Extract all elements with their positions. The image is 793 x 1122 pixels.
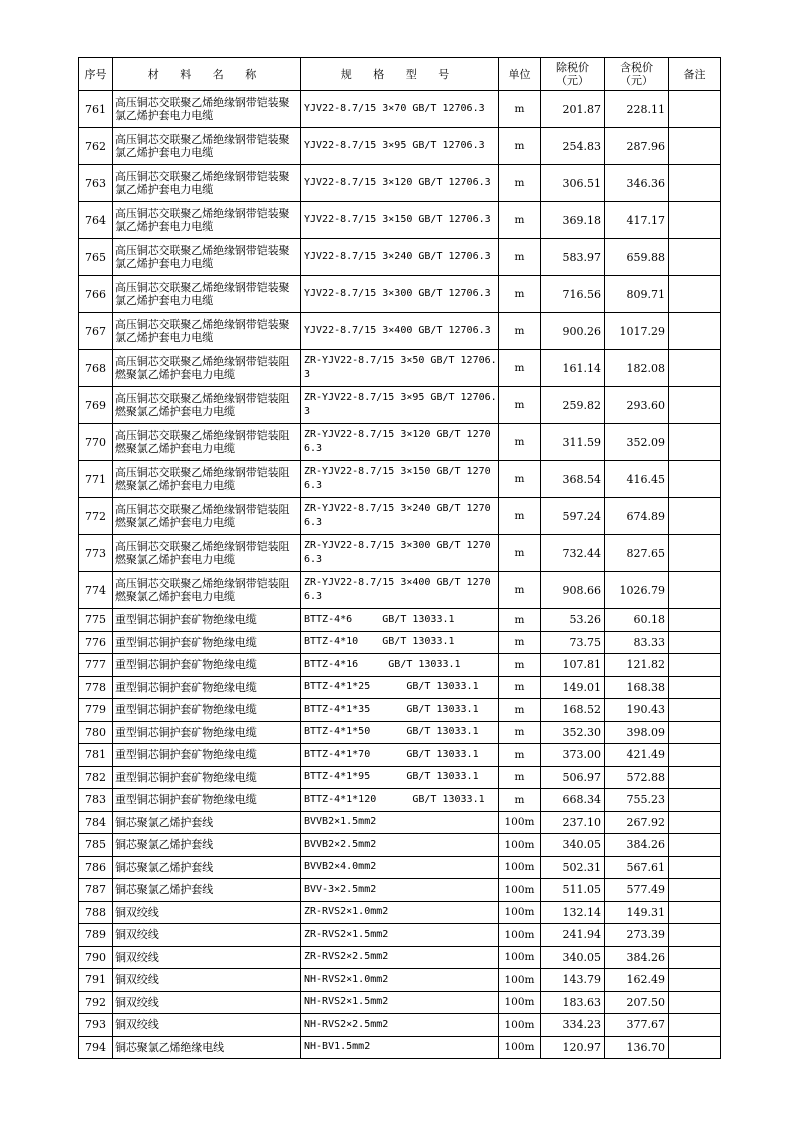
remark-cell bbox=[669, 313, 721, 350]
remark-cell bbox=[669, 924, 721, 947]
price-incl-tax-cell: 421.49 bbox=[605, 744, 669, 767]
unit-cell: m bbox=[499, 128, 541, 165]
spec-model-cell: BVV-3×2.5mm2 bbox=[301, 879, 499, 902]
price-excl-tax-cell: 241.94 bbox=[541, 924, 605, 947]
remark-cell bbox=[669, 128, 721, 165]
unit-cell: m bbox=[499, 165, 541, 202]
remark-cell bbox=[669, 721, 721, 744]
price-excl-tax-cell: 143.79 bbox=[541, 969, 605, 992]
unit-cell: m bbox=[499, 699, 541, 722]
row-index-cell: 788 bbox=[79, 901, 113, 924]
unit-cell: m bbox=[499, 744, 541, 767]
spec-model-cell: YJV22-8.7/15 3×70 GB/T 12706.3 bbox=[301, 91, 499, 128]
table-row bbox=[79, 856, 721, 879]
row-index-cell: 790 bbox=[79, 946, 113, 969]
table-row bbox=[79, 946, 721, 969]
unit-cell: 100m bbox=[499, 901, 541, 924]
material-name-cell: 高压铜芯交联聚乙烯绝缘钢带铠装阻燃聚氯乙烯护套电力电缆 bbox=[113, 498, 301, 535]
row-index-cell: 776 bbox=[79, 631, 113, 654]
table-row bbox=[79, 461, 721, 498]
remark-cell bbox=[669, 387, 721, 424]
remark-cell bbox=[669, 901, 721, 924]
header-name: 材 料 名 称 bbox=[113, 58, 301, 91]
remark-cell bbox=[669, 276, 721, 313]
row-index-cell: 768 bbox=[79, 350, 113, 387]
unit-cell: m bbox=[499, 276, 541, 313]
price-incl-tax-cell: 384.26 bbox=[605, 834, 669, 857]
table-row bbox=[79, 498, 721, 535]
table-row bbox=[79, 165, 721, 202]
unit-cell: 100m bbox=[499, 991, 541, 1014]
price-excl-tax-cell: 259.82 bbox=[541, 387, 605, 424]
price-incl-tax-cell: 273.39 bbox=[605, 924, 669, 947]
material-name-cell: 高压铜芯交联聚乙烯绝缘钢带铠装阻燃聚氯乙烯护套电力电缆 bbox=[113, 535, 301, 572]
spec-model-cell: BVVB2×1.5mm2 bbox=[301, 811, 499, 834]
price-incl-tax-cell: 377.67 bbox=[605, 1014, 669, 1037]
spec-model-cell: BTTZ-4*1*120 GB/T 13033.1 bbox=[301, 789, 499, 812]
unit-cell: m bbox=[499, 766, 541, 789]
remark-cell bbox=[669, 699, 721, 722]
remark-cell bbox=[669, 744, 721, 767]
spec-model-cell: YJV22-8.7/15 3×240 GB/T 12706.3 bbox=[301, 239, 499, 276]
price-excl-tax-cell: 583.97 bbox=[541, 239, 605, 276]
spec-model-cell: BTTZ-4*1*25 GB/T 13033.1 bbox=[301, 676, 499, 699]
price-table bbox=[78, 57, 721, 1059]
row-index-cell: 782 bbox=[79, 766, 113, 789]
remark-cell bbox=[669, 461, 721, 498]
price-excl-tax-cell: 597.24 bbox=[541, 498, 605, 535]
table-body bbox=[79, 91, 721, 1059]
remark-cell bbox=[669, 498, 721, 535]
price-incl-tax-cell: 398.09 bbox=[605, 721, 669, 744]
remark-cell bbox=[669, 969, 721, 992]
remark-cell bbox=[669, 811, 721, 834]
price-incl-tax-cell: 136.70 bbox=[605, 1036, 669, 1059]
table-row bbox=[79, 789, 721, 812]
material-name-cell: 铜芯聚氯乙烯护套线 bbox=[113, 879, 301, 902]
price-excl-tax-cell: 183.63 bbox=[541, 991, 605, 1014]
table-row bbox=[79, 387, 721, 424]
table-row bbox=[79, 1036, 721, 1059]
material-name-cell: 铜双绞线 bbox=[113, 901, 301, 924]
spec-model-cell: BTTZ-4*6 GB/T 13033.1 bbox=[301, 609, 499, 632]
price-incl-tax-cell: 352.09 bbox=[605, 424, 669, 461]
unit-cell: m bbox=[499, 239, 541, 276]
remark-cell bbox=[669, 879, 721, 902]
material-name-cell: 高压铜芯交联聚乙烯绝缘钢带铠装聚氯乙烯护套电力电缆 bbox=[113, 128, 301, 165]
row-index-cell: 784 bbox=[79, 811, 113, 834]
row-index-cell: 767 bbox=[79, 313, 113, 350]
price-excl-tax-cell: 254.83 bbox=[541, 128, 605, 165]
row-index-cell: 783 bbox=[79, 789, 113, 812]
spec-model-cell: BTTZ-4*1*95 GB/T 13033.1 bbox=[301, 766, 499, 789]
price-incl-tax-cell: 121.82 bbox=[605, 654, 669, 677]
price-excl-tax-cell: 73.75 bbox=[541, 631, 605, 654]
remark-cell bbox=[669, 631, 721, 654]
header-unit: 单位 bbox=[499, 58, 541, 91]
price-incl-tax-cell: 190.43 bbox=[605, 699, 669, 722]
price-incl-tax-cell: 417.17 bbox=[605, 202, 669, 239]
table-row bbox=[79, 901, 721, 924]
row-index-cell: 779 bbox=[79, 699, 113, 722]
table-row bbox=[79, 969, 721, 992]
unit-cell: m bbox=[499, 654, 541, 677]
material-name-cell: 高压铜芯交联聚乙烯绝缘钢带铠装阻燃聚氯乙烯护套电力电缆 bbox=[113, 350, 301, 387]
table-row bbox=[79, 276, 721, 313]
price-incl-tax-cell: 60.18 bbox=[605, 609, 669, 632]
table-row bbox=[79, 350, 721, 387]
material-name-cell: 高压铜芯交联聚乙烯绝缘钢带铠装聚氯乙烯护套电力电缆 bbox=[113, 165, 301, 202]
remark-cell bbox=[669, 676, 721, 699]
table-row bbox=[79, 609, 721, 632]
row-index-cell: 780 bbox=[79, 721, 113, 744]
material-name-cell: 铜双绞线 bbox=[113, 1014, 301, 1037]
unit-cell: 100m bbox=[499, 1014, 541, 1037]
price-excl-tax-cell: 161.14 bbox=[541, 350, 605, 387]
price-incl-tax-cell: 346.36 bbox=[605, 165, 669, 202]
row-index-cell: 770 bbox=[79, 424, 113, 461]
spec-model-cell: BVVB2×2.5mm2 bbox=[301, 834, 499, 857]
price-excl-tax-cell: 668.34 bbox=[541, 789, 605, 812]
price-excl-tax-cell: 502.31 bbox=[541, 856, 605, 879]
price-incl-tax-cell: 572.88 bbox=[605, 766, 669, 789]
price-excl-tax-cell: 201.87 bbox=[541, 91, 605, 128]
unit-cell: 100m bbox=[499, 834, 541, 857]
unit-cell: m bbox=[499, 535, 541, 572]
price-incl-tax-cell: 83.33 bbox=[605, 631, 669, 654]
spec-model-cell: ZR-RVS2×2.5mm2 bbox=[301, 946, 499, 969]
spec-model-cell: YJV22-8.7/15 3×120 GB/T 12706.3 bbox=[301, 165, 499, 202]
price-excl-tax-cell: 716.56 bbox=[541, 276, 605, 313]
header-price-ex: 除税价 （元） bbox=[541, 58, 605, 91]
table-row bbox=[79, 313, 721, 350]
spec-model-cell: YJV22-8.7/15 3×400 GB/T 12706.3 bbox=[301, 313, 499, 350]
row-index-cell: 764 bbox=[79, 202, 113, 239]
row-index-cell: 769 bbox=[79, 387, 113, 424]
row-index-cell: 771 bbox=[79, 461, 113, 498]
spec-model-cell: BTTZ-4*16 GB/T 13033.1 bbox=[301, 654, 499, 677]
price-excl-tax-cell: 352.30 bbox=[541, 721, 605, 744]
spec-model-cell: ZR-RVS2×1.5mm2 bbox=[301, 924, 499, 947]
unit-cell: 100m bbox=[499, 924, 541, 947]
price-incl-tax-cell: 567.61 bbox=[605, 856, 669, 879]
price-incl-tax-cell: 416.45 bbox=[605, 461, 669, 498]
price-excl-tax-cell: 120.97 bbox=[541, 1036, 605, 1059]
material-name-cell: 重型铜芯铜护套矿物绝缘电缆 bbox=[113, 699, 301, 722]
price-incl-tax-cell: 1017.29 bbox=[605, 313, 669, 350]
spec-model-cell: ZR-YJV22-8.7/15 3×120 GB/T 12706.3 bbox=[301, 424, 499, 461]
unit-cell: m bbox=[499, 461, 541, 498]
remark-cell bbox=[669, 165, 721, 202]
price-excl-tax-cell: 373.00 bbox=[541, 744, 605, 767]
table-row bbox=[79, 128, 721, 165]
price-incl-tax-cell: 755.23 bbox=[605, 789, 669, 812]
price-incl-tax-cell: 149.31 bbox=[605, 901, 669, 924]
price-incl-tax-cell: 287.96 bbox=[605, 128, 669, 165]
spec-model-cell: ZR-RVS2×1.0mm2 bbox=[301, 901, 499, 924]
table-row bbox=[79, 631, 721, 654]
table-header bbox=[79, 58, 721, 91]
spec-model-cell: BTTZ-4*1*35 GB/T 13033.1 bbox=[301, 699, 499, 722]
price-incl-tax-cell: 293.60 bbox=[605, 387, 669, 424]
unit-cell: m bbox=[499, 350, 541, 387]
header-idx: 序号 bbox=[79, 58, 113, 91]
unit-cell: 100m bbox=[499, 856, 541, 879]
unit-cell: m bbox=[499, 572, 541, 609]
price-excl-tax-cell: 306.51 bbox=[541, 165, 605, 202]
material-name-cell: 重型铜芯铜护套矿物绝缘电缆 bbox=[113, 631, 301, 654]
spec-model-cell: NH-RVS2×1.0mm2 bbox=[301, 969, 499, 992]
price-incl-tax-cell: 182.08 bbox=[605, 350, 669, 387]
table-row bbox=[79, 535, 721, 572]
spec-model-cell: ZR-YJV22-8.7/15 3×400 GB/T 12706.3 bbox=[301, 572, 499, 609]
row-index-cell: 775 bbox=[79, 609, 113, 632]
remark-cell bbox=[669, 350, 721, 387]
remark-cell bbox=[669, 1014, 721, 1037]
price-excl-tax-cell: 368.54 bbox=[541, 461, 605, 498]
price-excl-tax-cell: 237.10 bbox=[541, 811, 605, 834]
spec-model-cell: BTTZ-4*1*50 GB/T 13033.1 bbox=[301, 721, 499, 744]
price-excl-tax-cell: 369.18 bbox=[541, 202, 605, 239]
row-index-cell: 765 bbox=[79, 239, 113, 276]
price-excl-tax-cell: 908.66 bbox=[541, 572, 605, 609]
remark-cell bbox=[669, 834, 721, 857]
row-index-cell: 794 bbox=[79, 1036, 113, 1059]
row-index-cell: 777 bbox=[79, 654, 113, 677]
spec-model-cell: ZR-YJV22-8.7/15 3×150 GB/T 12706.3 bbox=[301, 461, 499, 498]
material-name-cell: 重型铜芯铜护套矿物绝缘电缆 bbox=[113, 609, 301, 632]
remark-cell bbox=[669, 766, 721, 789]
price-excl-tax-cell: 900.26 bbox=[541, 313, 605, 350]
price-excl-tax-cell: 149.01 bbox=[541, 676, 605, 699]
spec-model-cell: YJV22-8.7/15 3×300 GB/T 12706.3 bbox=[301, 276, 499, 313]
price-excl-tax-cell: 340.05 bbox=[541, 834, 605, 857]
material-name-cell: 铜双绞线 bbox=[113, 924, 301, 947]
price-excl-tax-cell: 107.81 bbox=[541, 654, 605, 677]
spec-model-cell: ZR-YJV22-8.7/15 3×300 GB/T 12706.3 bbox=[301, 535, 499, 572]
remark-cell bbox=[669, 535, 721, 572]
unit-cell: 100m bbox=[499, 811, 541, 834]
spec-model-cell: BTTZ-4*1*70 GB/T 13033.1 bbox=[301, 744, 499, 767]
price-excl-tax-cell: 53.26 bbox=[541, 609, 605, 632]
spec-model-cell: YJV22-8.7/15 3×150 GB/T 12706.3 bbox=[301, 202, 499, 239]
remark-cell bbox=[669, 202, 721, 239]
material-name-cell: 高压铜芯交联聚乙烯绝缘钢带铠装阻燃聚氯乙烯护套电力电缆 bbox=[113, 572, 301, 609]
unit-cell: m bbox=[499, 631, 541, 654]
table-row bbox=[79, 699, 721, 722]
spec-model-cell: YJV22-8.7/15 3×95 GB/T 12706.3 bbox=[301, 128, 499, 165]
row-index-cell: 774 bbox=[79, 572, 113, 609]
row-index-cell: 793 bbox=[79, 1014, 113, 1037]
material-name-cell: 高压铜芯交联聚乙烯绝缘钢带铠装聚氯乙烯护套电力电缆 bbox=[113, 239, 301, 276]
price-excl-tax-cell: 132.14 bbox=[541, 901, 605, 924]
material-name-cell: 重型铜芯铜护套矿物绝缘电缆 bbox=[113, 766, 301, 789]
table-row bbox=[79, 766, 721, 789]
material-name-cell: 重型铜芯铜护套矿物绝缘电缆 bbox=[113, 676, 301, 699]
remark-cell bbox=[669, 572, 721, 609]
price-excl-tax-cell: 511.05 bbox=[541, 879, 605, 902]
table-row bbox=[79, 91, 721, 128]
unit-cell: m bbox=[499, 609, 541, 632]
row-index-cell: 778 bbox=[79, 676, 113, 699]
table-row bbox=[79, 834, 721, 857]
table-row bbox=[79, 676, 721, 699]
remark-cell bbox=[669, 239, 721, 276]
price-incl-tax-cell: 207.50 bbox=[605, 991, 669, 1014]
unit-cell: 100m bbox=[499, 879, 541, 902]
spec-model-cell: ZR-YJV22-8.7/15 3×50 GB/T 12706.3 bbox=[301, 350, 499, 387]
remark-cell bbox=[669, 946, 721, 969]
remark-cell bbox=[669, 654, 721, 677]
spec-model-cell: ZR-YJV22-8.7/15 3×240 GB/T 12706.3 bbox=[301, 498, 499, 535]
material-name-cell: 高压铜芯交联聚乙烯绝缘钢带铠装聚氯乙烯护套电力电缆 bbox=[113, 91, 301, 128]
row-index-cell: 785 bbox=[79, 834, 113, 857]
price-incl-tax-cell: 659.88 bbox=[605, 239, 669, 276]
header-note: 备注 bbox=[669, 58, 721, 91]
row-index-cell: 787 bbox=[79, 879, 113, 902]
remark-cell bbox=[669, 609, 721, 632]
price-incl-tax-cell: 168.38 bbox=[605, 676, 669, 699]
material-name-cell: 高压铜芯交联聚乙烯绝缘钢带铠装阻燃聚氯乙烯护套电力电缆 bbox=[113, 424, 301, 461]
row-index-cell: 762 bbox=[79, 128, 113, 165]
price-excl-tax-cell: 168.52 bbox=[541, 699, 605, 722]
unit-cell: m bbox=[499, 313, 541, 350]
material-name-cell: 高压铜芯交联聚乙烯绝缘钢带铠装阻燃聚氯乙烯护套电力电缆 bbox=[113, 387, 301, 424]
remark-cell bbox=[669, 424, 721, 461]
price-excl-tax-cell: 311.59 bbox=[541, 424, 605, 461]
price-excl-tax-cell: 334.23 bbox=[541, 1014, 605, 1037]
material-name-cell: 重型铜芯铜护套矿物绝缘电缆 bbox=[113, 744, 301, 767]
row-index-cell: 792 bbox=[79, 991, 113, 1014]
material-name-cell: 高压铜芯交联聚乙烯绝缘钢带铠装阻燃聚氯乙烯护套电力电缆 bbox=[113, 461, 301, 498]
table-row bbox=[79, 811, 721, 834]
price-excl-tax-cell: 340.05 bbox=[541, 946, 605, 969]
unit-cell: m bbox=[499, 789, 541, 812]
row-index-cell: 791 bbox=[79, 969, 113, 992]
spec-model-cell: ZR-YJV22-8.7/15 3×95 GB/T 12706.3 bbox=[301, 387, 499, 424]
unit-cell: m bbox=[499, 721, 541, 744]
unit-cell: m bbox=[499, 387, 541, 424]
header-row bbox=[79, 58, 721, 91]
table-row bbox=[79, 1014, 721, 1037]
unit-cell: 100m bbox=[499, 969, 541, 992]
material-name-cell: 铜双绞线 bbox=[113, 969, 301, 992]
material-name-cell: 重型铜芯铜护套矿物绝缘电缆 bbox=[113, 654, 301, 677]
table-row bbox=[79, 654, 721, 677]
unit-cell: m bbox=[499, 498, 541, 535]
unit-cell: m bbox=[499, 202, 541, 239]
spec-model-cell: NH-BV1.5mm2 bbox=[301, 1036, 499, 1059]
price-excl-tax-cell: 506.97 bbox=[541, 766, 605, 789]
material-name-cell: 铜芯聚氯乙烯护套线 bbox=[113, 811, 301, 834]
price-incl-tax-cell: 577.49 bbox=[605, 879, 669, 902]
price-incl-tax-cell: 1026.79 bbox=[605, 572, 669, 609]
spec-model-cell: NH-RVS2×1.5mm2 bbox=[301, 991, 499, 1014]
table-row bbox=[79, 721, 721, 744]
unit-cell: m bbox=[499, 424, 541, 461]
material-name-cell: 铜芯聚氯乙烯护套线 bbox=[113, 834, 301, 857]
price-incl-tax-cell: 674.89 bbox=[605, 498, 669, 535]
table-row bbox=[79, 572, 721, 609]
remark-cell bbox=[669, 789, 721, 812]
price-incl-tax-cell: 827.65 bbox=[605, 535, 669, 572]
row-index-cell: 789 bbox=[79, 924, 113, 947]
table-row bbox=[79, 991, 721, 1014]
unit-cell: m bbox=[499, 91, 541, 128]
table-row bbox=[79, 239, 721, 276]
material-name-cell: 铜双绞线 bbox=[113, 946, 301, 969]
remark-cell bbox=[669, 1036, 721, 1059]
remark-cell bbox=[669, 991, 721, 1014]
price-incl-tax-cell: 162.49 bbox=[605, 969, 669, 992]
price-excl-tax-cell: 732.44 bbox=[541, 535, 605, 572]
unit-cell: 100m bbox=[499, 946, 541, 969]
material-name-cell: 铜芯聚氯乙烯绝缘电线 bbox=[113, 1036, 301, 1059]
row-index-cell: 772 bbox=[79, 498, 113, 535]
remark-cell bbox=[669, 91, 721, 128]
material-name-cell: 铜芯聚氯乙烯护套线 bbox=[113, 856, 301, 879]
material-name-cell: 铜双绞线 bbox=[113, 991, 301, 1014]
table-row bbox=[79, 924, 721, 947]
material-name-cell: 高压铜芯交联聚乙烯绝缘钢带铠装聚氯乙烯护套电力电缆 bbox=[113, 313, 301, 350]
table-row bbox=[79, 879, 721, 902]
material-name-cell: 高压铜芯交联聚乙烯绝缘钢带铠装聚氯乙烯护套电力电缆 bbox=[113, 276, 301, 313]
price-incl-tax-cell: 809.71 bbox=[605, 276, 669, 313]
table-row bbox=[79, 202, 721, 239]
spec-model-cell: NH-RVS2×2.5mm2 bbox=[301, 1014, 499, 1037]
price-incl-tax-cell: 228.11 bbox=[605, 91, 669, 128]
remark-cell bbox=[669, 856, 721, 879]
header-price-in: 含税价 （元） bbox=[605, 58, 669, 91]
spec-model-cell: BVVB2×4.0mm2 bbox=[301, 856, 499, 879]
row-index-cell: 761 bbox=[79, 91, 113, 128]
material-name-cell: 重型铜芯铜护套矿物绝缘电缆 bbox=[113, 789, 301, 812]
spec-model-cell: BTTZ-4*10 GB/T 13033.1 bbox=[301, 631, 499, 654]
row-index-cell: 766 bbox=[79, 276, 113, 313]
row-index-cell: 786 bbox=[79, 856, 113, 879]
price-incl-tax-cell: 267.92 bbox=[605, 811, 669, 834]
row-index-cell: 763 bbox=[79, 165, 113, 202]
unit-cell: m bbox=[499, 676, 541, 699]
row-index-cell: 781 bbox=[79, 744, 113, 767]
header-spec: 规 格 型 号 bbox=[301, 58, 499, 91]
price-incl-tax-cell: 384.26 bbox=[605, 946, 669, 969]
table-row bbox=[79, 424, 721, 461]
table-row bbox=[79, 744, 721, 767]
unit-cell: 100m bbox=[499, 1036, 541, 1059]
row-index-cell: 773 bbox=[79, 535, 113, 572]
material-name-cell: 重型铜芯铜护套矿物绝缘电缆 bbox=[113, 721, 301, 744]
material-name-cell: 高压铜芯交联聚乙烯绝缘钢带铠装聚氯乙烯护套电力电缆 bbox=[113, 202, 301, 239]
